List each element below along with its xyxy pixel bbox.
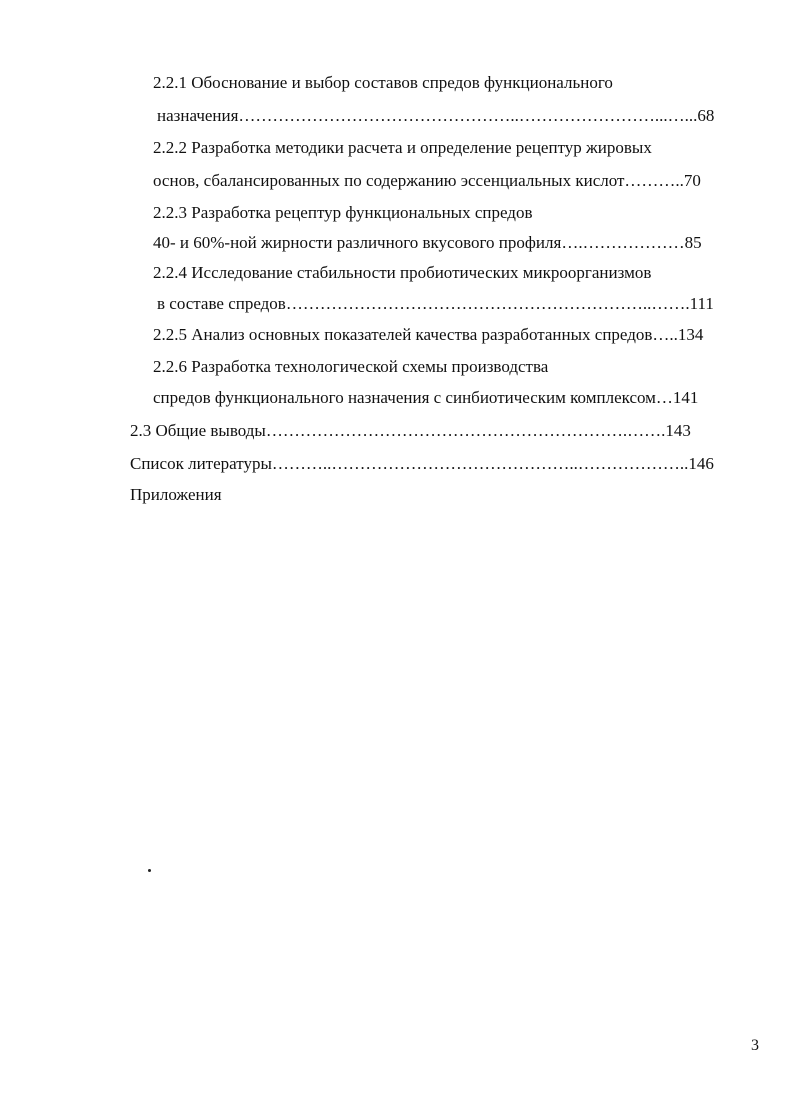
toc-entry-2-2-6-page: спредов функционального назначения с синбиотическим комплексом…141 bbox=[153, 388, 699, 407]
toc-entry-2-2-2-title: 2.2.2 Разработка методики расчета и определение рецептур жировых bbox=[153, 138, 652, 157]
toc-entry-references: Список литературы………..……………………………………..………………..146 bbox=[130, 454, 714, 473]
toc-entry-2-2-1-page: назначения…………………………………………..……………………...…...68 bbox=[157, 106, 715, 125]
page-number: 3 bbox=[751, 1037, 759, 1054]
toc-entry-2-2-1-title: 2.2.1 Обоснование и выбор составов спредов функционального bbox=[153, 73, 613, 92]
toc-entry-appendices: Приложения bbox=[130, 485, 222, 504]
toc-entry-2-2-3-page: 40- и 60%-ной жирности различного вкусового профиля….………………85 bbox=[153, 233, 702, 252]
toc-entry-2-2-5: 2.2.5 Анализ основных показателей качества разработанных спредов…..134 bbox=[153, 325, 704, 344]
toc-entry-2-2-2-page: основ, сбалансированных по содержанию эссенциальных кислот………..70 bbox=[153, 171, 701, 190]
toc-entry-2-2-6-title: 2.2.6 Разработка технологической схемы производства bbox=[153, 357, 549, 376]
toc-entry-2-2-3-title: 2.2.3 Разработка рецептур функциональных спредов bbox=[153, 203, 533, 222]
toc-entry-2-3: 2.3 Общие выводы……………………………………………………….…….143 bbox=[130, 421, 691, 440]
scan-speck bbox=[148, 869, 151, 872]
toc-entry-2-2-4-title: 2.2.4 Исследование стабильности пробиотических микроорганизмов bbox=[153, 263, 652, 282]
toc-entry-2-2-4-page: в составе спредов………………………………………………………..…….111 bbox=[157, 294, 714, 313]
